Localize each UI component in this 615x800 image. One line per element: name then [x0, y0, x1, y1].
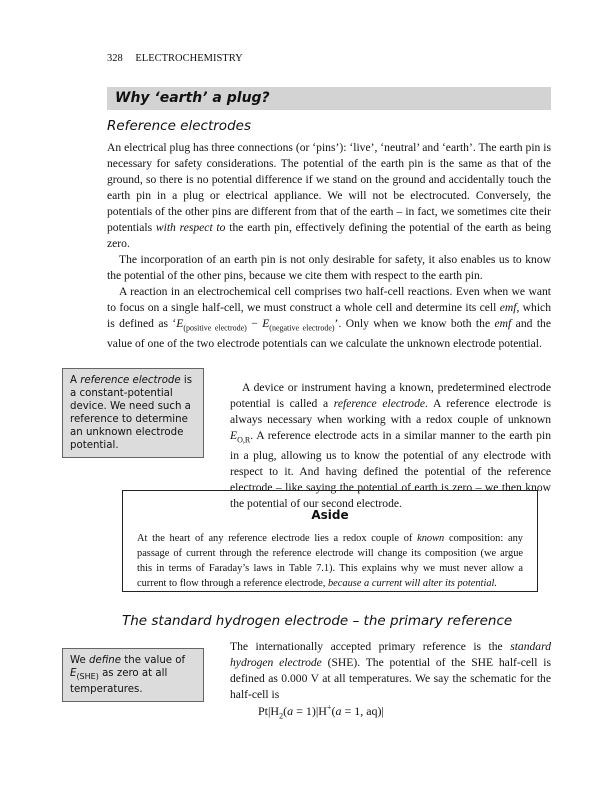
aside-box	[122, 490, 538, 592]
section-title: Why ‘earth’ a plug?	[115, 90, 270, 106]
running-title: ELECTROCHEMISTRY	[135, 53, 243, 64]
margin-note-she: We define the value of $E_{(SHE)}$ as zero at all temperatures.	[62, 648, 204, 702]
section-title-bar	[107, 87, 551, 110]
she-equation: $Pt|H_2(a = 1)|H^+(a = 1$, aq)|	[258, 703, 384, 721]
margin-note-reference-electrode: A reference electrode is a constant-potential device. We need such a reference to determine an unknown electrode potential.	[62, 368, 204, 458]
subheading-standard-hydrogen-electrode: The standard hydrogen electrode – the primary reference	[122, 613, 513, 629]
paragraph-reference-electrode: A device or instrument having a known, predetermined electrode potential is called a reference electrode. A reference electrode is always necessary when working with a redox couple of unknown $E_{O,R}$. A reference electrode acts in a similar manner to the earth pin in a plug, allowing us to know the potential of any electrode with respect to it. And having defined the potential of the reference electrode – like saying the potential of earth is zero – we then know the potential of our second electrode.	[230, 381, 551, 511]
body-text	[107, 140, 551, 352]
page-number: 328	[107, 53, 123, 64]
aside-body: At the heart of any reference electrode lies a redox couple of known composition: any passage of current through the reference electrode will change its composition (we argue this in terms of Faraday’s laws in Table 7.1). This explains why we must never allow a current to flow through a reference electrode, because a current will alter its potential.	[137, 533, 523, 589]
aside-title: Aside	[311, 508, 349, 522]
paragraph: The incorporation of an earth pin is not only desirable for safety, it also enables us to know the potential of the other pins, because we cite them with respect to the earth pin.	[107, 253, 551, 282]
running-header	[107, 53, 243, 64]
subheading-reference-electrodes: Reference electrodes	[107, 118, 251, 134]
paragraph: A reaction in an electrochemical cell comprises two half-cell reactions. Even when we want to focus on a single half-cell, we must construct a whole cell and determine its cell emf, which is defined as ‘$E_{(positive electrode)} - E_{(negative electrode)}$’. Only when we know both the emf and the value of one of the two electrode potentials can we calculate the unknown electrode potential.	[107, 285, 552, 351]
paragraph: An electrical plug has three connections (or ‘pins’): ‘live’, ‘neutral’ and ‘earth’. The earth pin is necessary for safety considerations. The potential of the earth pin is the same as that of the ground, so there is no potential difference if we stand on the ground and accidentally touch the earth pin in a plug or electrical appliance. We will not be electrocuted. Conversely, the potentials of the other pins are different from that of the earth – in fact, we sometimes cite their potentials with respect to the earth pin, effectively defining the potential of the earth as being zero.	[107, 141, 551, 250]
paragraph-she: The internationally accepted primary reference is the standard hydrogen electrode (SHE). The potential of the SHE half-cell is defined as 0.000 V at all temperatures. We say the schematic for the half-cell is	[230, 640, 551, 701]
